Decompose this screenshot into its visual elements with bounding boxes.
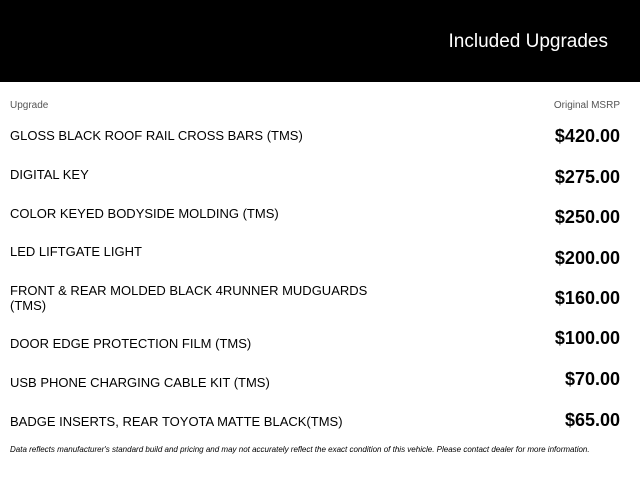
upgrade-name: LED LIFTGATE LIGHT	[10, 244, 142, 259]
upgrade-name: USB PHONE CHARGING CABLE KIT (TMS)	[10, 375, 270, 390]
upgrade-name: FRONT & REAR MOLDED BLACK 4RUNNER MUDGUARDS (TMS)	[10, 283, 368, 313]
upgrade-price: $420.00	[554, 126, 620, 146]
column-header-msrp: Original MSRP	[553, 100, 620, 111]
upgrade-name: COLOR KEYED BODYSIDE MOLDING (TMS)	[10, 206, 279, 221]
upgrade-price: $70.00	[564, 369, 620, 389]
upgrade-price: $275.00	[554, 167, 620, 187]
column-header-upgrade: Upgrade	[10, 100, 49, 111]
upgrade-name: DOOR EDGE PROTECTION FILM (TMS)	[10, 336, 252, 351]
upgrade-price: $250.00	[554, 207, 620, 227]
upgrade-name: GLOSS BLACK ROOF RAIL CROSS BARS (TMS)	[10, 128, 303, 143]
upgrade-name: BADGE INSERTS, REAR TOYOTA MATTE BLACK(TMS)	[10, 414, 343, 429]
header-bar	[0, 0, 640, 82]
upgrade-price: $160.00	[554, 288, 620, 308]
disclaimer-text: Data reflects manufacturer's standard build and pricing and may not accurately reflect the exact condition of this vehicle. Please contact dealer for more information.	[10, 445, 590, 454]
upgrade-price: $100.00	[554, 328, 620, 348]
upgrade-price: $200.00	[554, 248, 620, 268]
upgrade-price: $65.00	[564, 410, 620, 430]
page-title: Included Upgrades	[448, 31, 608, 52]
upgrade-name: DIGITAL KEY	[10, 167, 89, 182]
